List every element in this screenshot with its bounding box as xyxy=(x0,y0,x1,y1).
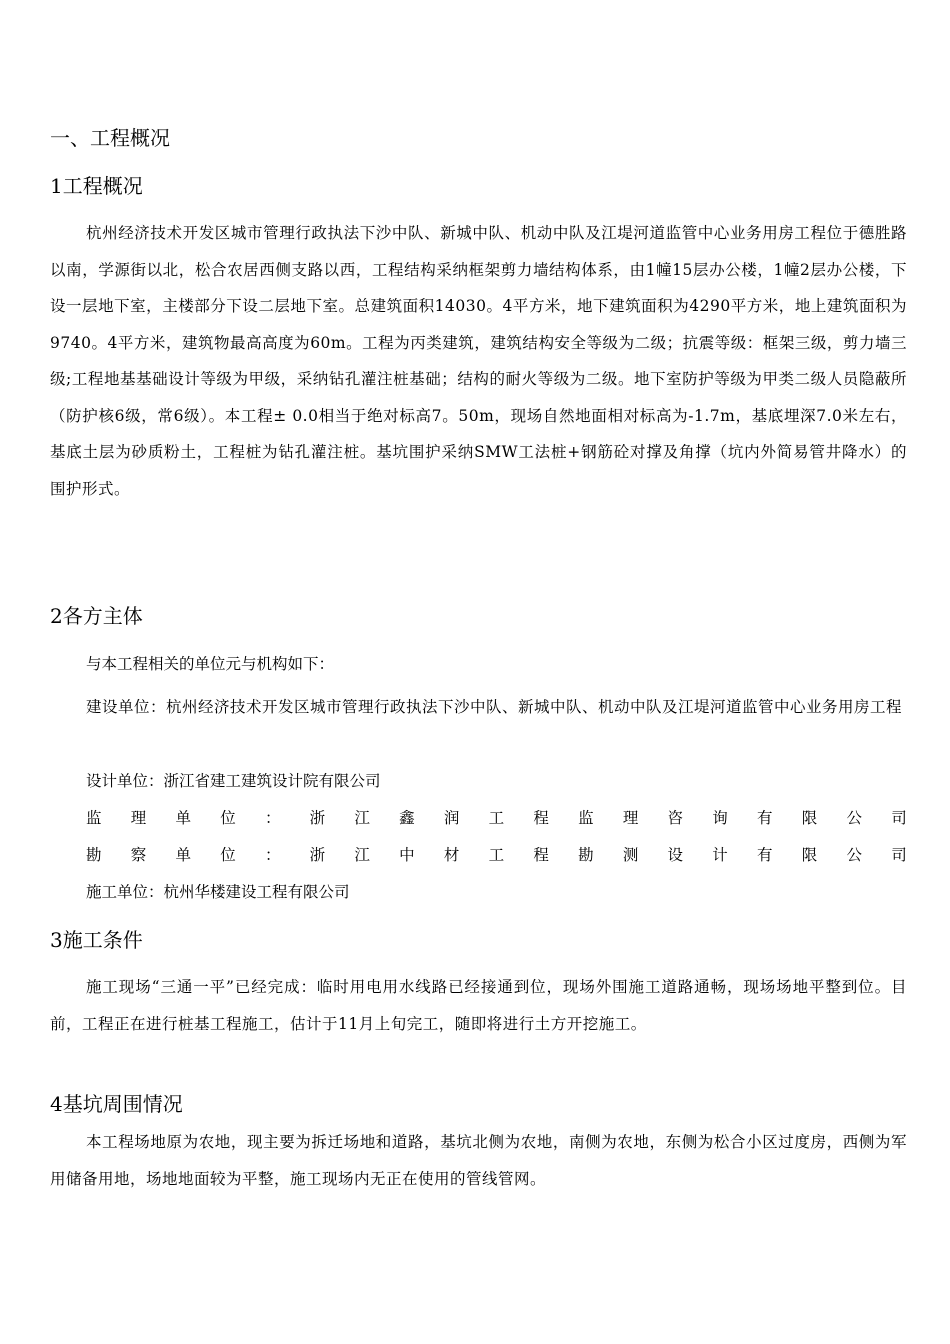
char: 江 xyxy=(354,809,370,827)
parties-intro: 与本工程相关的单位元与机构如下： xyxy=(86,655,335,673)
char: 理 xyxy=(622,809,639,827)
char: 公 xyxy=(846,846,862,864)
party-owner: 建设单位：杭州经济技术开发区城市管理行政执法下沙中队、新城中队、机动中队及江堤河道监管中心业务用房工程 xyxy=(86,698,903,716)
char: 理 xyxy=(130,809,147,827)
party-contractor: 施工单位：杭州华楼建设工程有限公司 xyxy=(86,883,350,901)
char: ： xyxy=(264,809,281,827)
char: 司 xyxy=(891,809,907,827)
char: 测 xyxy=(622,846,639,864)
char: 浙 xyxy=(309,809,326,827)
party-surveyor xyxy=(86,837,907,874)
char: 设 xyxy=(667,846,684,864)
section-title: 一、工程概况 xyxy=(50,126,170,150)
char: 限 xyxy=(801,846,818,864)
char: 察 xyxy=(130,846,147,864)
char: 程 xyxy=(533,809,549,827)
paragraph-surroundings: 本工程场地原为农地，现主要为拆迁场地和道路，基坑北侧为农地，南侧为农地，东侧为松合小区过度房，西侧为军用储备用地，场地地面较为平整，施工现场内无正在使用的管线管网。 xyxy=(50,1133,907,1188)
char: 中 xyxy=(399,846,415,864)
char: 有 xyxy=(757,809,773,827)
char: 监 xyxy=(578,809,594,827)
char: 材 xyxy=(443,846,460,864)
char: 浙 xyxy=(309,846,326,864)
char: 位 xyxy=(220,809,236,827)
char: 单 xyxy=(175,809,191,827)
char: 司 xyxy=(891,846,907,864)
heading-conditions: 3施工条件 xyxy=(50,928,143,952)
char: 公 xyxy=(846,809,862,827)
char: 江 xyxy=(354,846,370,864)
char: 程 xyxy=(533,846,549,864)
char: 限 xyxy=(801,809,818,827)
char: 勘 xyxy=(86,846,102,864)
char: 有 xyxy=(757,846,773,864)
char: 位 xyxy=(220,846,236,864)
party-supervisor xyxy=(86,800,907,837)
char: 工 xyxy=(488,809,505,827)
char: 计 xyxy=(712,846,728,864)
heading-surroundings: 4基坑周围情况 xyxy=(50,1092,183,1116)
heading-parties: 2各方主体 xyxy=(50,604,143,628)
char: ： xyxy=(264,846,281,864)
heading-project-overview: 1工程概况 xyxy=(50,174,143,198)
char: 勘 xyxy=(578,846,594,864)
paragraph-conditions: 施工现场“三通一平”已经完成：临时用电用水线路已经接通到位，现场外围施工道路通畅，现场场地平整到位。目前，工程正在进行桩基工程施工，估计于11月上旬完工，随即将进行土方开挖施工。 xyxy=(50,978,907,1033)
char: 工 xyxy=(488,846,505,864)
party-designer: 设计单位：浙江省建工建筑设计院有限公司 xyxy=(86,772,381,790)
char: 询 xyxy=(712,809,728,827)
paragraph-project-overview: 杭州经济技术开发区城市管理行政执法下沙中队、新城中队、机动中队及江堤河道监管中心业务用房工程位于德胜路以南，学源街以北，松合农居西侧支路以西，工程结构采纳框架剪力墙结构体系，由1幢15层办公楼，1幢2层办公楼，下设一层地下室，主楼部分下设二层地下室。总建筑面积14030。4平方米，地下建筑面积为4290平方米，地上建筑面积为9740。4平方米，建筑物最高高度为60m。工程为丙类建筑，建筑结构安全等级为二级；抗震等级：框架三级，剪力墙三级;工程地基基础设计等级为甲级，采纳钻孔灌注桩基础；结构的耐火等级为二级。地下室防护等级为甲类二级人员隐蔽所（防护核6级，常6级）。本工程± 0.0相当于绝对标高7。50m，现场自然地面相对标高为-1.7m，基底埋深7.0米左右，基底土层为砂质粉土，工程桩为钻孔灌注桩。基坑围护采纳SMW工法桩+钢筋砼对撑及角撑（坑内外简易管井降水）的围护形式。 xyxy=(50,224,907,498)
char: 咨 xyxy=(667,809,684,827)
char: 润 xyxy=(443,809,460,827)
char: 监 xyxy=(86,809,102,827)
char: 鑫 xyxy=(399,809,415,827)
char: 单 xyxy=(175,846,191,864)
